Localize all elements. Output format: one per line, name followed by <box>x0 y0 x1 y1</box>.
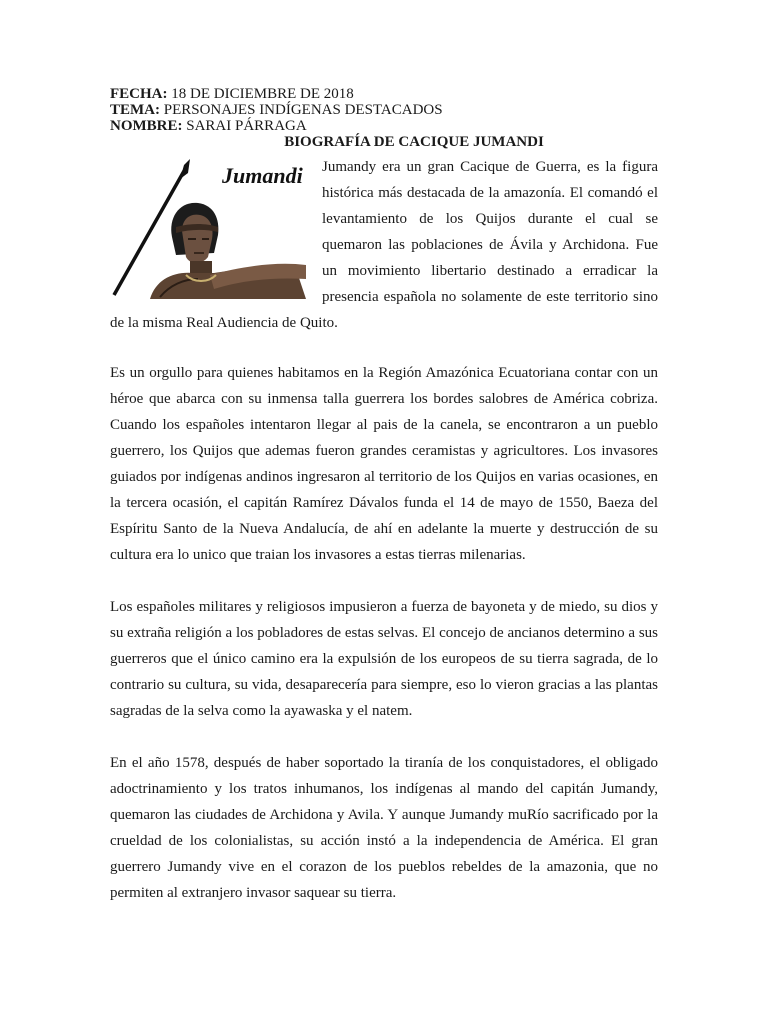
document-page <box>110 86 658 906</box>
intro-block <box>110 154 658 336</box>
paragraph-3: Los españoles militares y religiosos impusieron a fuerza de bayoneta y de miedo, su dios y su extraña religión a los pobladores de estas selvas. El concejo de ancianos determino a sus guerreros que el único camino era la expulsión de los europeos de su tierra sagrada, de lo contrario su cultura, su vida, desaparecería para siempre, eso lo vieron gracias a las plantas sagradas de la selva como la ayawaska y el natem. <box>110 599 658 719</box>
date-label: FECHA: <box>110 86 168 102</box>
name-label: NOMBRE: <box>110 118 183 134</box>
paragraph-1: Jumandy era un gran Cacique de Guerra, es la figura histórica más destacada de la amazonía. El comandó el levantamiento de los Quijos durante el cual se quemaron las poblaciones de Ávila y Archidona. Fue un movimiento libertario destinado a erradicar la presencia española no solamente de este territorio sino de la misma Real Audiencia de Quito. <box>110 159 658 331</box>
name-line <box>110 118 658 134</box>
image-caption: Jumandi <box>222 163 303 188</box>
topic-line <box>110 102 658 118</box>
warrior-statue-illustration <box>110 157 310 299</box>
topic-label: TEMA: <box>110 102 160 118</box>
neck-shape <box>190 261 212 275</box>
topic-value: PERSONAJES INDÍGENAS DESTACADOS <box>163 102 443 118</box>
document-title: BIOGRAFÍA DE CACIQUE JUMANDI <box>284 134 544 150</box>
name-value: SARAI PÁRRAGA <box>186 118 307 134</box>
spear-tip <box>180 159 190 179</box>
paragraph-4: En el año 1578, después de haber soportado la tiranía de los conquistadores, el obligado adoctrinamiento y los tratos inhumanos, los indígenas al mando del capitán Jumandy, quemaron las ciudades de Archidona y Avila. Y aunque Jumandy muRío sacrificado por la crueldad de los colonialistas, su acción instó a la independencia de América. El gran guerrero Jumandy vive en el corazon de los pueblos rebeldes de la amazonia, que no permiten al extranjero invasor saquear su tierra. <box>110 755 658 901</box>
warrior-statue-image <box>110 157 310 299</box>
date-value: 18 DE DICIEMBRE DE 2018 <box>171 86 354 102</box>
paragraph-2: Es un orgullo para quienes habitamos en la Región Amazónica Ecuatoriana contar con un héroe que abarca con su inmensa talla guerrera los bordes salobres de América cobriza. Cuando los españoles intentaron llegar al pais de la canela, se encontraron a un pueblo guerrero, los Quijos que ademas fueron grandes ceramistas y agricultores. Los invasores guiados por indígenas andinos ingresaron al territorio de los Quijos en varias ocasiones, en la tercera ocasión, el capitán Ramírez Dávalos funda el 14 de mayo de 1550, Baeza del Espíritu Santo de la Nueva Andalucía, de ahí en adelante la muerte y destrucción de su cultura era lo unico que traian los invasores a estas tierras milenarias. <box>110 365 658 563</box>
date-line <box>110 86 658 102</box>
